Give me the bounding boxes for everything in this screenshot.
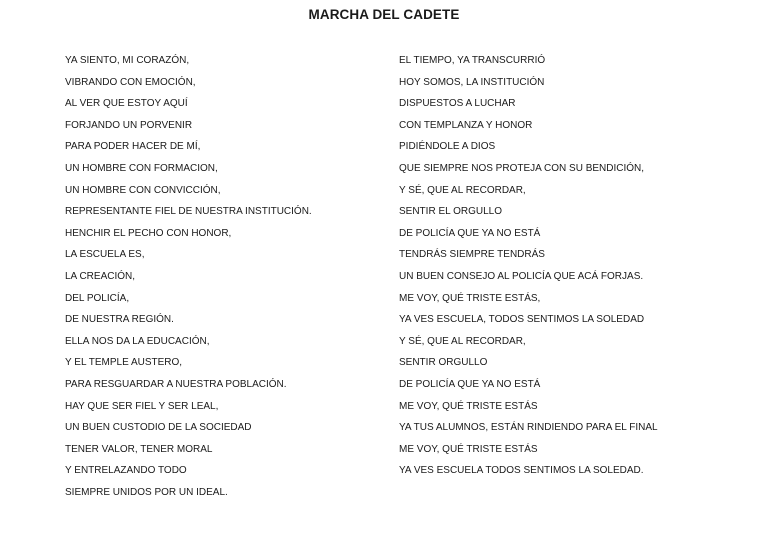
lyric-line: YA SIENTO, MI CORAZÓN, <box>65 55 190 66</box>
lyric-line: Y SÉ, QUE AL RECORDAR, <box>399 335 526 347</box>
document-title: MARCHA DEL CADETE <box>308 7 460 22</box>
lyric-line: LA ESCUELA ES, <box>65 249 145 261</box>
lyrics-right-column <box>399 53 658 485</box>
lyric-line: Y SÉ, QUE AL RECORDAR, <box>399 184 526 196</box>
lyric-line: DISPUESTOS A LUCHAR <box>399 98 516 110</box>
lyric-line: LA CREACIÓN, <box>65 270 136 282</box>
lyrics-left-column <box>65 53 312 506</box>
lyric-line: HOY SOMOS, LA INSTITUCIÓN <box>399 76 545 88</box>
lyric-line: YA VES ESCUELA TODOS SENTIMOS LA SOLEDAD. <box>399 465 644 477</box>
lyric-line: FORJANDO UN PORVENIR <box>65 119 193 131</box>
lyric-line: PARA PODER HACER DE MÍ, <box>65 141 201 153</box>
lyric-line: SIEMPRE UNIDOS POR UN IDEAL. <box>65 486 228 498</box>
lyric-line: Y EL TEMPLE AUSTERO, <box>65 357 183 369</box>
lyric-line: TENER VALOR, TENER MORAL <box>65 443 213 455</box>
lyric-line: ELLA NOS DA LA EDUCACIÓN, <box>65 335 210 347</box>
lyric-line: DEL POLICÍA, <box>65 292 130 304</box>
lyric-line: EL TIEMPO, YA TRANSCURRIÓ <box>399 55 546 66</box>
lyric-line: DE POLICÍA QUE YA NO ESTÁ <box>399 378 541 390</box>
lyric-line: REPRESENTANTE FIEL DE NUESTRA INSTITUCIÓN. <box>65 206 312 218</box>
lyric-line: QUE SIEMPRE NOS PROTEJA CON SU BENDICIÓN, <box>399 162 645 174</box>
lyric-line: YA VES ESCUELA, TODOS SENTIMOS LA SOLEDAD <box>399 314 645 326</box>
lyric-line: CON TEMPLANZA Y HONOR <box>399 119 533 131</box>
lyric-line: ME VOY, QUÉ TRISTE ESTÁS, <box>399 292 541 304</box>
lyric-line: SENTIR EL ORGULLO <box>399 206 502 218</box>
lyric-line: ME VOY, QUÉ TRISTE ESTÁS <box>399 400 538 412</box>
lyric-line: UN BUEN CUSTODIO DE LA SOCIEDAD <box>65 422 252 434</box>
lyric-line: UN HOMBRE CON FORMACION, <box>65 162 218 174</box>
lyric-line: PIDIÉNDOLE A DIOS <box>399 141 496 153</box>
lyric-line: ME VOY, QUÉ TRISTE ESTÁS <box>399 443 538 455</box>
lyric-line: SENTIR ORGULLO <box>399 357 488 369</box>
lyric-line: DE POLICÍA QUE YA NO ESTÁ <box>399 227 541 239</box>
lyric-line: YA TUS ALUMNOS, ESTÁN RINDIENDO PARA EL FINAL <box>399 422 658 434</box>
lyric-line: TENDRÁS SIEMPRE TENDRÁS <box>399 249 545 261</box>
lyric-line: Y ENTRELAZANDO TODO <box>65 465 187 477</box>
lyric-line: AL VER QUE ESTOY AQUÍ <box>65 98 188 110</box>
lyric-line: VIBRANDO CON EMOCIÓN, <box>65 76 196 88</box>
lyric-line: UN HOMBRE CON CONVICCIÓN, <box>65 184 221 196</box>
lyric-line: HENCHIR EL PECHO CON HONOR, <box>65 227 232 239</box>
lyric-line: HAY QUE SER FIEL Y SER LEAL, <box>65 400 219 412</box>
lyric-line: PARA RESGUARDAR A NUESTRA POBLACIÓN. <box>65 378 287 390</box>
lyric-line: DE NUESTRA REGIÓN. <box>65 314 174 326</box>
lyric-line: UN BUEN CONSEJO AL POLICÍA QUE ACÁ FORJAS. <box>399 270 644 282</box>
